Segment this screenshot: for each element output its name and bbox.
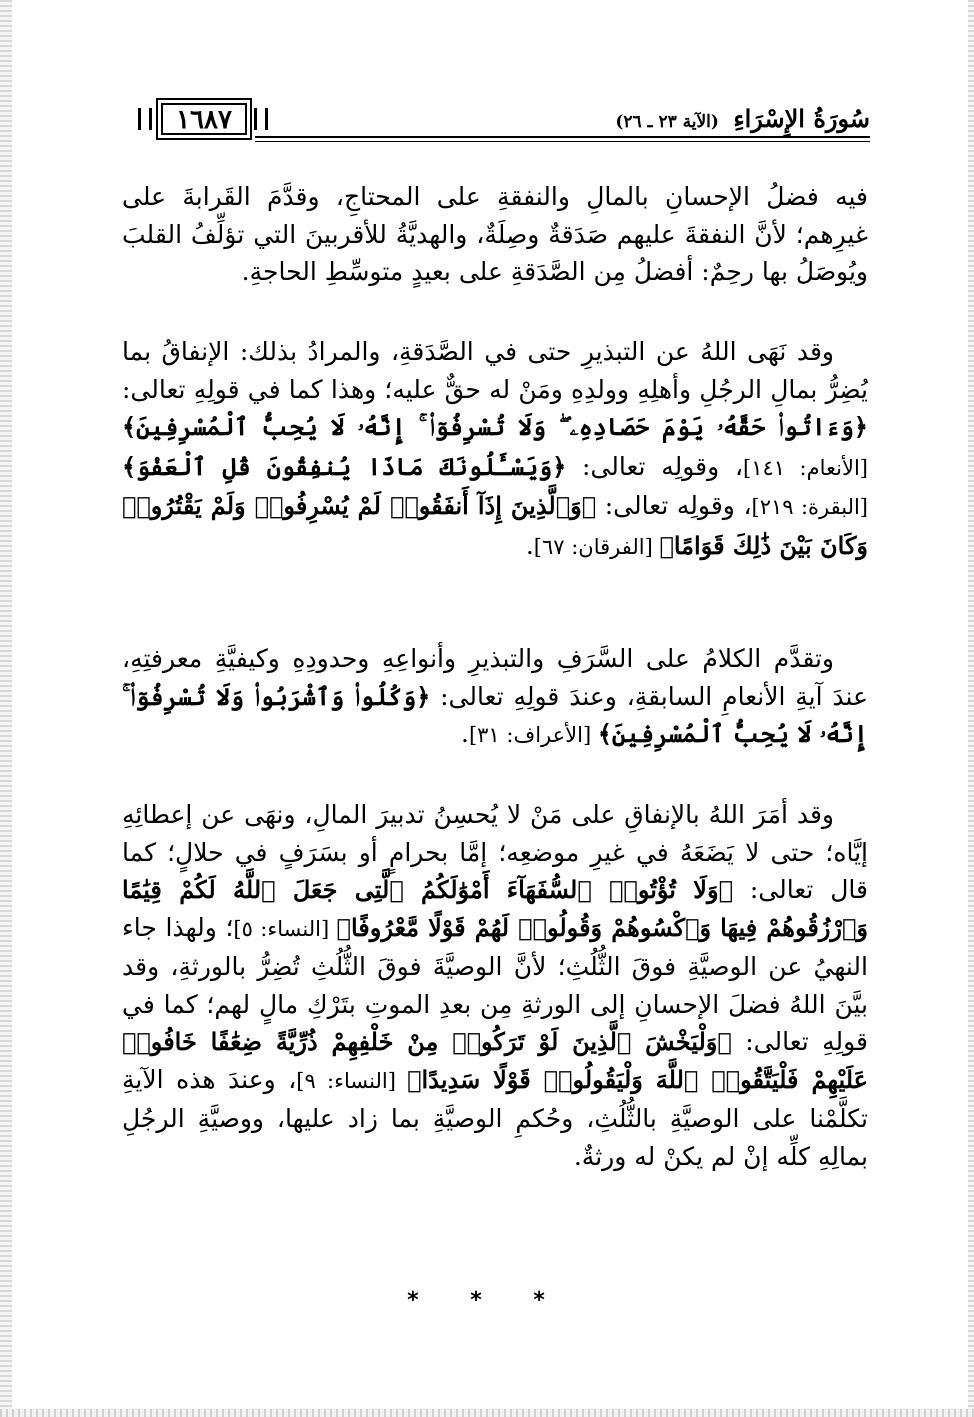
running-title — [615, 104, 870, 133]
paragraph-3 — [122, 640, 868, 755]
paragraph-text: ، وعندَ هذه الآيةِ تكلَّمْنا على الوصيَّةِ بالثُّلُثِ، وحُكمِ الوصيَّةِ بما زاد عليها، ووصيَّةِ الرجُلِ بمالِهِ كلِّه إنْ لم يكنْ له ورثةٌ. — [122, 1064, 868, 1171]
paragraph-text: . — [525, 530, 534, 560]
verse-range: (الآية ٢٣ ـ ٢٦) — [615, 112, 719, 132]
paragraph-text: ، وقولِه تعالى: — [566, 451, 744, 481]
verse-reference: [النساء: ٥] — [233, 916, 337, 941]
page-number-box — [156, 98, 252, 140]
quran-verse: ﴿وَكُلُوا۟ وَٱشْرَبُوا۟ وَلَا تُسْرِفُوٓا۟ ۚ إِنَّهُۥ لَا يُحِبُّ ٱلْمُسْرِفِينَ﴾ — [122, 681, 868, 748]
quran-verse: ﴿وَلَا تُؤْتُوا۟ ٱلسُّفَهَآءَ أَمْوَٰلَكُمُ ٱلَّتِى جَعَلَ ٱللَّهُ لَكُمْ قِيَٰمًا وَٱرْزُقُوهُمْ فِيهَا وَٱكْسُوهُمْ وَقُولُوا۟ لَهُمْ قَوْلًا مَّعْرُوفًا﴾ — [122, 875, 868, 942]
page-number: ١٦٨٧ — [176, 105, 232, 135]
quran-verse: ﴿وَٱلَّذِينَ إِذَآ أَنفَقُوا۟ لَمْ يُسْرِفُوا۟ وَلَمْ يَقْتُرُوا۟ وَكَانَ بَيْنَ ذَٰلِكَ قَوَامًا﴾ — [122, 491, 868, 560]
paragraph-1 — [122, 178, 868, 291]
verse-reference: [البقرة: ٢١٩] — [751, 495, 868, 519]
verse-reference: [الأنعام: ١٤١] — [743, 455, 868, 480]
scan-edge-right — [968, 0, 974, 1417]
surah-title: سُورَةُ الإِسْرَاءِ — [733, 104, 870, 133]
header-rule — [255, 136, 870, 142]
verse-reference: [الأعراف: ٣١] — [468, 723, 598, 747]
quran-verse: ﴿وَيَسْـَٔلُونَكَ مَاذَا يُنفِقُونَ قُلِ ٱلْعَفْوَ﴾ — [122, 451, 567, 481]
quran-verse: ﴿وَءَاتُوا۟ حَقَّهُۥ يَوْمَ حَصَادِهِۦ ۖ وَلَا تُسْرِفُوٓا۟ ۚ إِنَّهُۥ لَا يُحِبُّ ٱلْمُسْرِفِينَ﴾ — [122, 412, 868, 441]
verse-reference: [النساء: ٩] — [296, 1068, 408, 1093]
paragraph-4 — [122, 796, 868, 1175]
scan-edge-left — [0, 0, 12, 1417]
paragraph-text: ؛ ولهذا جاء النهيُ عن الوصيَّةِ فوقَ الثُّلُثِ؛ لأنَّ الوصيَّةَ فوقَ الثُّلُثِ تُضِرُّ بالورثةِ، وقد بيَّنَ اللهُ فضلَ الإحسانِ إلى الورثةِ مِن بعدِ الموتِ بتَرْكِ مالٍ لهم؛ كما في قولِهِ تعالى: — [122, 912, 868, 1056]
scan-edge-bottom — [0, 1409, 974, 1417]
paragraph-text: . — [460, 719, 469, 748]
section-ornament: * * * — [407, 1288, 567, 1313]
verse-reference: [الفرقان: ٦٧] — [533, 534, 660, 559]
quran-verse: ﴿وَلْيَخْشَ ٱلَّذِينَ لَوْ تَرَكُوا۟ مِنْ خَلْفِهِمْ ذُرِّيَّةً ضِعَٰفًا خَافُوا۟ عَلَيْهِمْ فَلْيَتَّقُوا۟ ٱللَّهَ وَلْيَقُولُوا۟ قَوْلًا سَدِيدًا﴾ — [122, 1027, 868, 1094]
paragraph-text: وقد نَهَى اللهُ عن التبذيرِ حتى في الصَّدَقةِ، والمرادُ بذلك: الإنفاقُ بما يُضِرُّ بمالِ الرجُلِ وأهلِهِ وولدِهِ ومَنْ له حقٌّ عليه؛ وهذا كما في قولِهِ تعالى: — [122, 337, 868, 404]
paragraph-text: فيه فضلُ الإحسانِ بالمالِ والنفقةِ على المحتاجِ، وقدَّمَ القَرابةَ على غيرِهم؛ لأنَّ النفقةَ عليهم صَدَقةٌ وصِلَةٌ، والهديَّةُ للأقربينَ التي تؤلِّفُ القلبَ ويُوصَلُ بها رحِمٌ: أفضلُ مِن الصَّدَقةِ على بعيدٍ متوسِّطِ الحاجةِ. — [122, 182, 868, 286]
page-header — [120, 96, 870, 152]
paragraph-text: ، وقولِه تعالى: — [596, 491, 752, 520]
paragraph-text: وتقدَّم الكلامُ على السَّرَفِ والتبذيرِ وأنواعِهِ وحدودِهِ وكيفيَّةِ معرفتِهِ، عندَ آيةِ الأنعامِ السابقةِ، وعندَ قولِهِ تعالى: — [122, 644, 868, 711]
paragraph-2 — [122, 333, 868, 566]
paragraph-text: وقد أمَرَ اللهُ بالإنفاقِ على مَنْ لا يُحسِنُ تدبيرَ المالِ، ونهَى عن إعطائِهِ إيَّاه؛ حتى لا يَضَعَهُ في غيرِ موضعِه؛ إمَّا بحرامٍ أو بسَرَفٍ في حلالٍ؛ كما قال تعالى: — [122, 800, 869, 904]
header-bar-left — [138, 108, 152, 130]
header-bar-right — [254, 108, 268, 130]
